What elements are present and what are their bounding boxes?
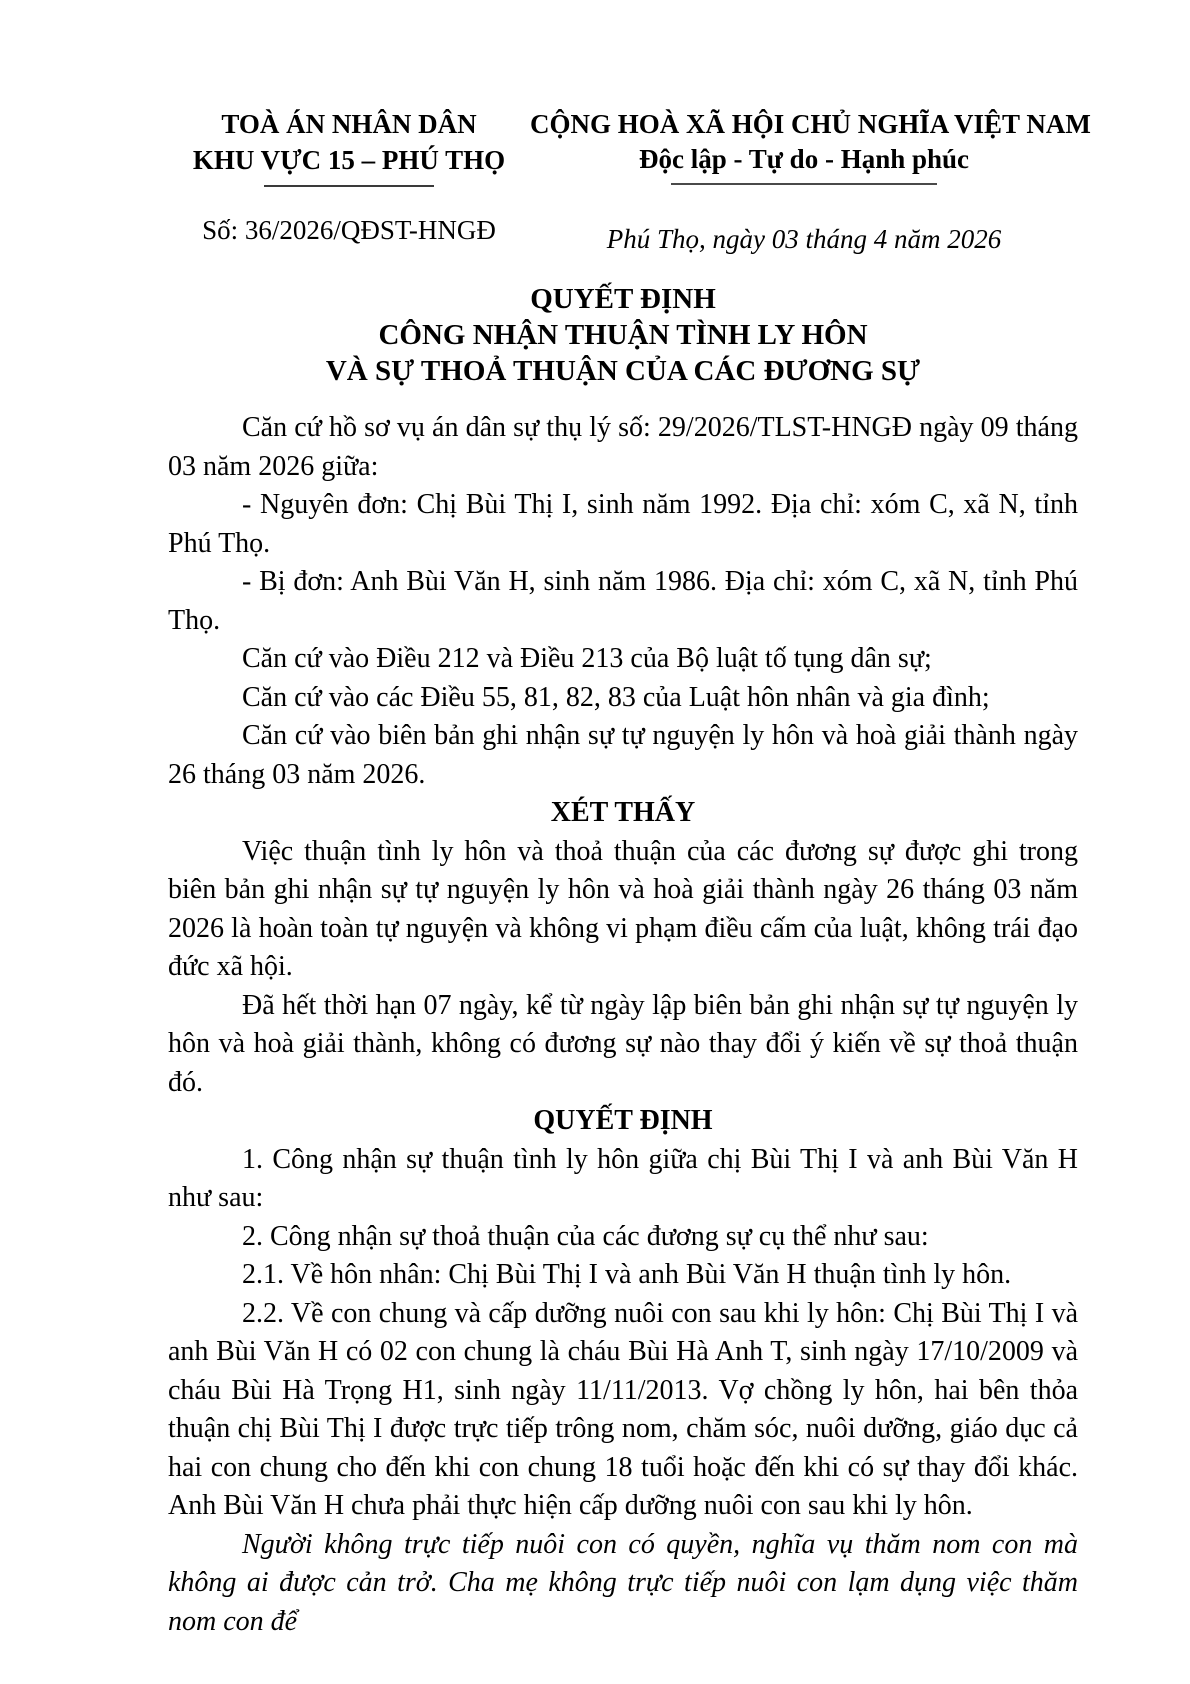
court-name-line1: TOÀ ÁN NHÂN DÂN [221, 109, 477, 139]
republic-block [530, 106, 1091, 255]
republic-motto: Độc lập - Tự do - Hạnh phúc [638, 144, 970, 174]
paragraph-basis-record: Căn cứ vào biên bản ghi nhận sự tự nguyện ly hôn và hoà giải thành ngày 26 tháng 03 năm 2026. [168, 720, 1078, 790]
heading-consideration: XÉT THẤY [550, 797, 696, 828]
paragraph-consideration-1: Việc thuận tình ly hôn và thoả thuận của các đương sự được ghi trong biên bản ghi nhận sự tự nguyện ly hôn và hoà giải thành ngày 26 tháng 03 năm 2026 là hoàn toàn tự nguyện và không vi phạm điều cấm của luật, không trái đạo đức xã hội. [168, 835, 1078, 982]
document-body [168, 409, 1078, 1641]
court-name-underline [264, 185, 434, 187]
paragraph-case-file: Căn cứ hồ sơ vụ án dân sự thụ lý số: 29/2026/TLST-HNGĐ ngày 09 tháng 03 năm 2026 giữa: [168, 412, 1078, 482]
title-line2: CÔNG NHẬN THUẬN TÌNH LY HÔN [378, 319, 868, 351]
paragraph-consideration-2: Đã hết thời hạn 07 ngày, kể từ ngày lập biên bản ghi nhận sự tự nguyện ly hôn và hoà giải thành, không có đương sự nào thay đổi ý kiến về sự thoả thuận đó. [168, 989, 1078, 1098]
motto-underline [671, 183, 937, 185]
republic-name: CỘNG HOÀ XÃ HỘI CHỦ NGHĨA VIỆT NAM [530, 109, 1091, 139]
paragraph-plaintiff: - Nguyên đơn: Chị Bùi Thị I, sinh năm 1992. Địa chỉ: xóm C, xã N, tỉnh Phú Thọ. [168, 489, 1078, 559]
title-line3: VÀ SỰ THOẢ THUẬN CỦA CÁC ĐƯƠNG SỰ [325, 355, 921, 387]
paragraph-defendant: - Bị đơn: Anh Bùi Văn H, sinh năm 1986. Địa chỉ: xóm C, xã N, tỉnh Phú Thọ. [168, 566, 1078, 636]
paragraph-decision-2: 2. Công nhận sự thoả thuận của các đương sự cụ thể như sau: [242, 1220, 929, 1252]
place-and-date: Phú Thọ, ngày 03 tháng 4 năm 2026 [606, 224, 1002, 254]
paragraph-basis-civil-procedure: Căn cứ vào Điều 212 và Điều 213 của Bộ luật tố tụng dân sự; [242, 643, 932, 674]
document-title [168, 281, 1078, 389]
paragraph-decision-2-1: 2.1. Về hôn nhân: Chị Bùi Thị I và anh Bùi Văn H thuận tình ly hôn. [242, 1259, 1012, 1290]
title-line1: QUYẾT ĐỊNH [530, 283, 716, 315]
paragraph-decision-2-2: 2.2. Về con chung và cấp dưỡng nuôi con sau khi ly hôn: Chị Bùi Thị I và anh Bùi Văn H có 02 con chung là cháu Bùi Hà Anh T, sinh ngày 17/10/2009 và cháu Bùi Hà Trọng H1, sinh ngày 11/11/2013. Vợ chồng ly hôn, hai bên thỏa thuận chị Bùi Thị I được trực tiếp trông nom, chăm sóc, nuôi dưỡng, giáo dục cả hai con chung cho đến khi con chung 18 tuổi hoặc đến khi có sự thay đổi khác. Anh Bùi Văn H chưa phải thực hiện cấp dưỡng nuôi con sau khi ly hôn. [168, 1297, 1078, 1521]
document-number: Số: 36/2026/QĐST-HNGĐ [202, 215, 496, 245]
heading-decision: QUYẾT ĐỊNH [533, 1105, 713, 1136]
paragraph-basis-marriage-law: Căn cứ vào các Điều 55, 81, 82, 83 của Luật hôn nhân và gia đình; [242, 681, 990, 713]
court-name-line2: KHU VỰC 15 – PHÚ THỌ [192, 145, 506, 175]
paragraph-visitation-note: Người không trực tiếp nuôi con có quyền, nghĩa vụ thăm nom con mà không ai được cản trở. Cha mẹ không trực tiếp nuôi con lạm dụng việc thăm nom con để [168, 1528, 1078, 1637]
document-header [168, 106, 1091, 255]
paragraph-decision-1: 1. Công nhận sự thuận tình ly hôn giữa chị Bùi Thị I và anh Bùi Văn H như sau: [168, 1143, 1078, 1213]
court-name-block [168, 106, 530, 255]
